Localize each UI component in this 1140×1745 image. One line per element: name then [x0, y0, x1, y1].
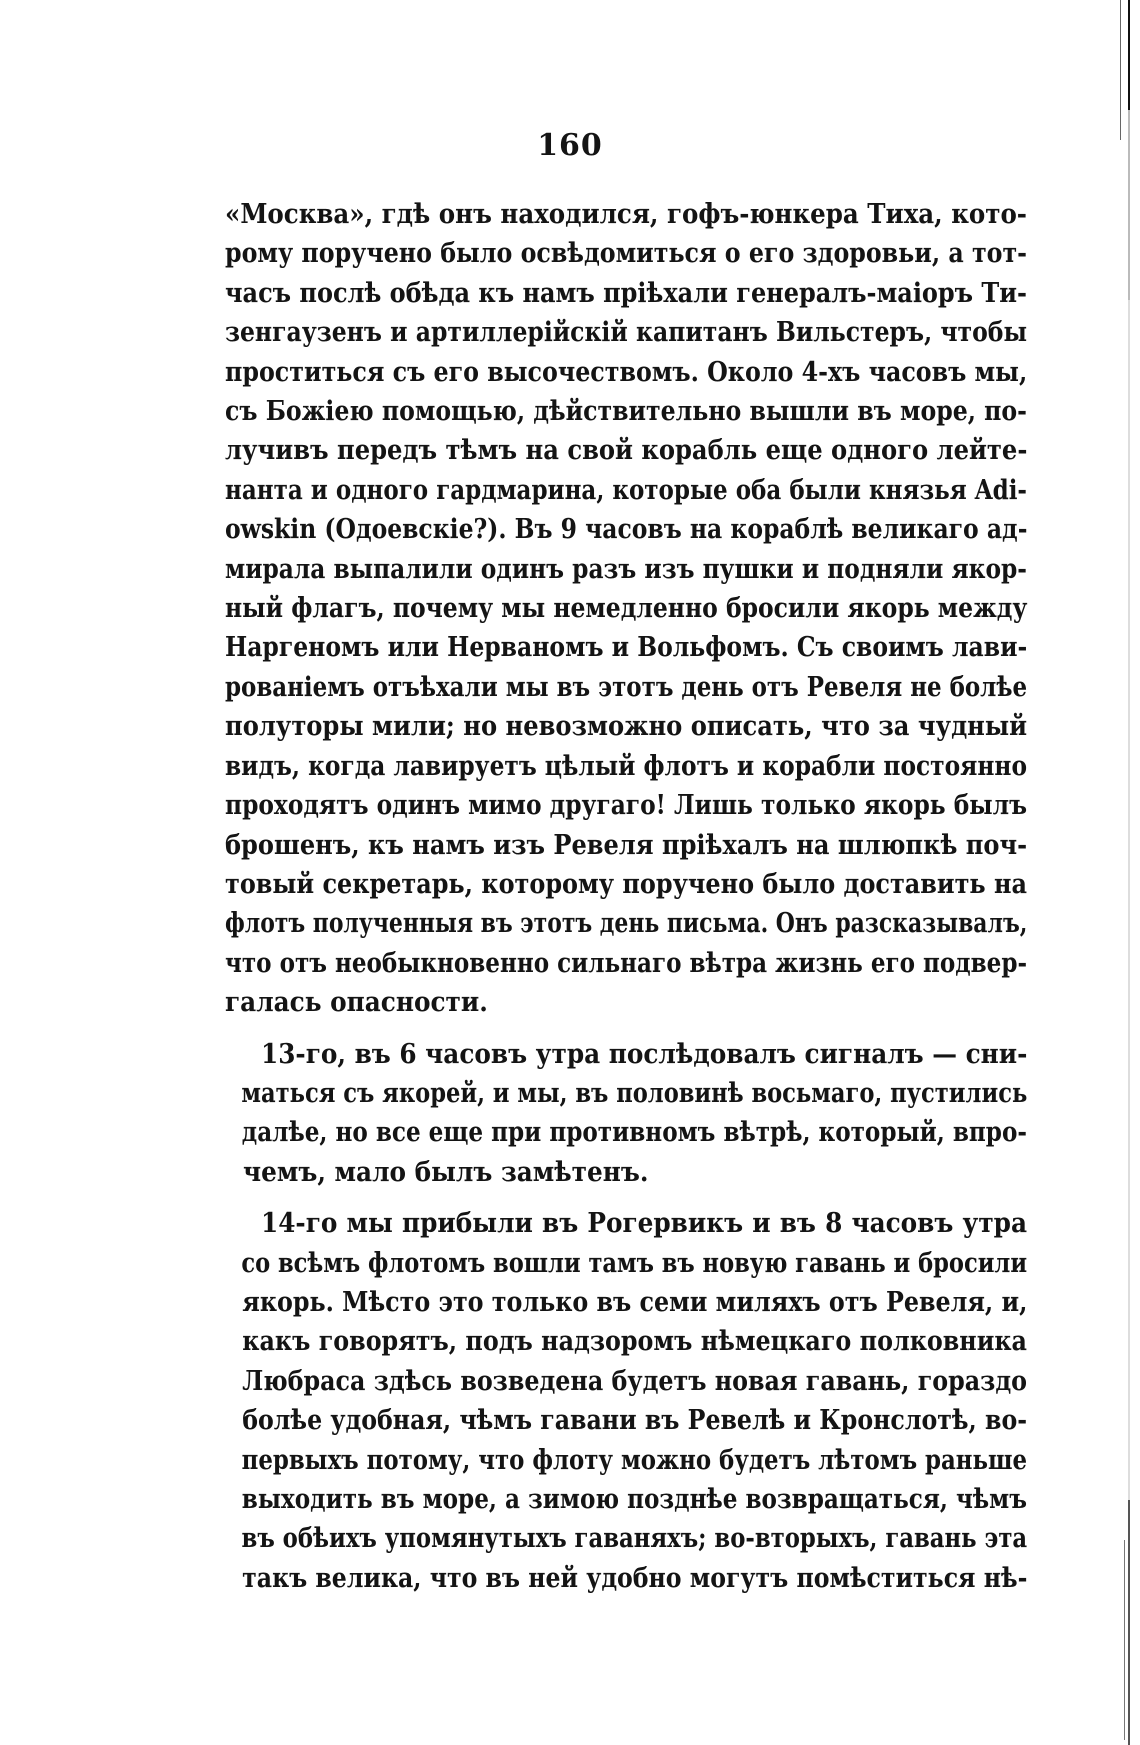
scan-edge-line-bottom [1124, 1540, 1125, 1740]
paragraph [225, 1204, 1027, 1598]
paragraph [225, 195, 1027, 1023]
text-line: полуторы мили; но невозможно описать, что за чудный [225, 710, 1028, 743]
page-text [225, 195, 1027, 1610]
text-line: болѣе удобная, чѣмъ гавани въ Ревелѣ и Кронслотѣ, во- [242, 1404, 1028, 1437]
text-line: товый секретарь, которому поручено было доставить на [225, 867, 1028, 900]
text-line: 13-го, въ 6 часовъ утра послѣдовалъ сигналъ — сни- [261, 1037, 1028, 1070]
text-line: какъ говорятъ, подъ надзоромъ нѣмецкаго полковника [242, 1325, 1027, 1358]
text-line: ный флагъ, почему мы немедленно бросили якорь между [225, 592, 1028, 625]
text-line: съ Божiею помощью, дѣйствительно вышли въ море, по- [225, 395, 1027, 428]
text-line: маться съ якорей, и мы, въ половинѣ восьмаго, пустились [241, 1076, 1028, 1109]
text-line: мирала выпалили одинъ разъ изъ пушки и подняли якор- [225, 552, 1027, 585]
text-line: въ обѣихъ упомянутыхъ гаваняхъ; во-вторыхъ, гавань эта [241, 1522, 1028, 1555]
text-line: выходить въ море, а зимою позднѣе возвращаться, чѣмъ [241, 1483, 1027, 1515]
text-line: со всѣмъ флотомъ вошли тамъ въ новую гавань и бросили [241, 1246, 1028, 1279]
text-line: якорь. Мѣсто это только въ семи миляхъ отъ Ревеля, и, [242, 1285, 1028, 1318]
text-line: «Москва», гдѣ онъ находился, гофъ-юнкера Тиха, кото- [225, 198, 1027, 230]
text-line: видъ, когда лавируетъ цѣлый флотъ и корабли постоянно [225, 749, 1027, 782]
text-line: Наргеномъ или Нерваномъ и Вольфомъ. Съ своимъ лави- [225, 631, 1028, 664]
text-line: далѣе, но все еще при противномъ вѣтрѣ, который, впро- [241, 1116, 1027, 1149]
text-line: 14-го мы прибыли въ Рогервикъ и въ 8 часовъ утра [261, 1207, 1027, 1240]
paragraph [225, 1035, 1027, 1193]
text-line: зенгаузенъ и артиллерiйскiй капитанъ Вильстеръ, чтобы [225, 316, 1027, 349]
text-line: флотъ полученныя въ этотъ день письма. Онъ разсказывалъ, [225, 907, 1028, 940]
text-line: рованiемъ отъѣхали мы въ этотъ день отъ Ревеля не болѣе [225, 670, 1028, 703]
text-line: проститься съ его высочествомъ. Около 4-хъ часовъ мы, [225, 355, 1028, 388]
text-line: что отъ необыкновенно сильнаго вѣтра жизнь его подвер- [225, 946, 1028, 979]
text-line: лучивъ передъ тѣмъ на свой корабль еще одного лейте- [225, 434, 1028, 467]
text-line: проходятъ одинъ мимо другаго! Лишь только якорь былъ [225, 789, 1027, 822]
text-line: первыхъ потому, что флоту можно будетъ лѣтомъ раньше [241, 1443, 1028, 1476]
text-line: owskin (Одоевскiе?). Въ 9 часовъ на кораблѣ великаго ад- [225, 513, 1028, 546]
text-line: чемъ, мало былъ замѣтенъ. [243, 1155, 649, 1188]
scan-edge-line [1120, 0, 1121, 140]
text-line: часъ послѣ обѣда къ намъ прiѣхали генералъ-маiоръ Ти- [225, 276, 1028, 309]
scan-edge-rule [1128, 0, 1130, 1745]
text-line: нанта и одного гардмарина, которые оба были князья Adi- [225, 473, 1027, 506]
text-line: галась опасности. [225, 986, 488, 1019]
text-line: такъ велика, что въ ней удобно могутъ помѣститься нѣ- [242, 1561, 1028, 1594]
text-line: рому поручено было освѣдомиться о его здоровьи, а тот- [225, 237, 1028, 270]
text-line: Любраса здѣсь возведена будетъ новая гавань, гораздо [242, 1364, 1028, 1397]
page-number: 160 [537, 128, 603, 163]
text-line: брошенъ, къ намъ изъ Ревеля прiѣхалъ на шлюпкѣ поч- [225, 828, 1028, 861]
